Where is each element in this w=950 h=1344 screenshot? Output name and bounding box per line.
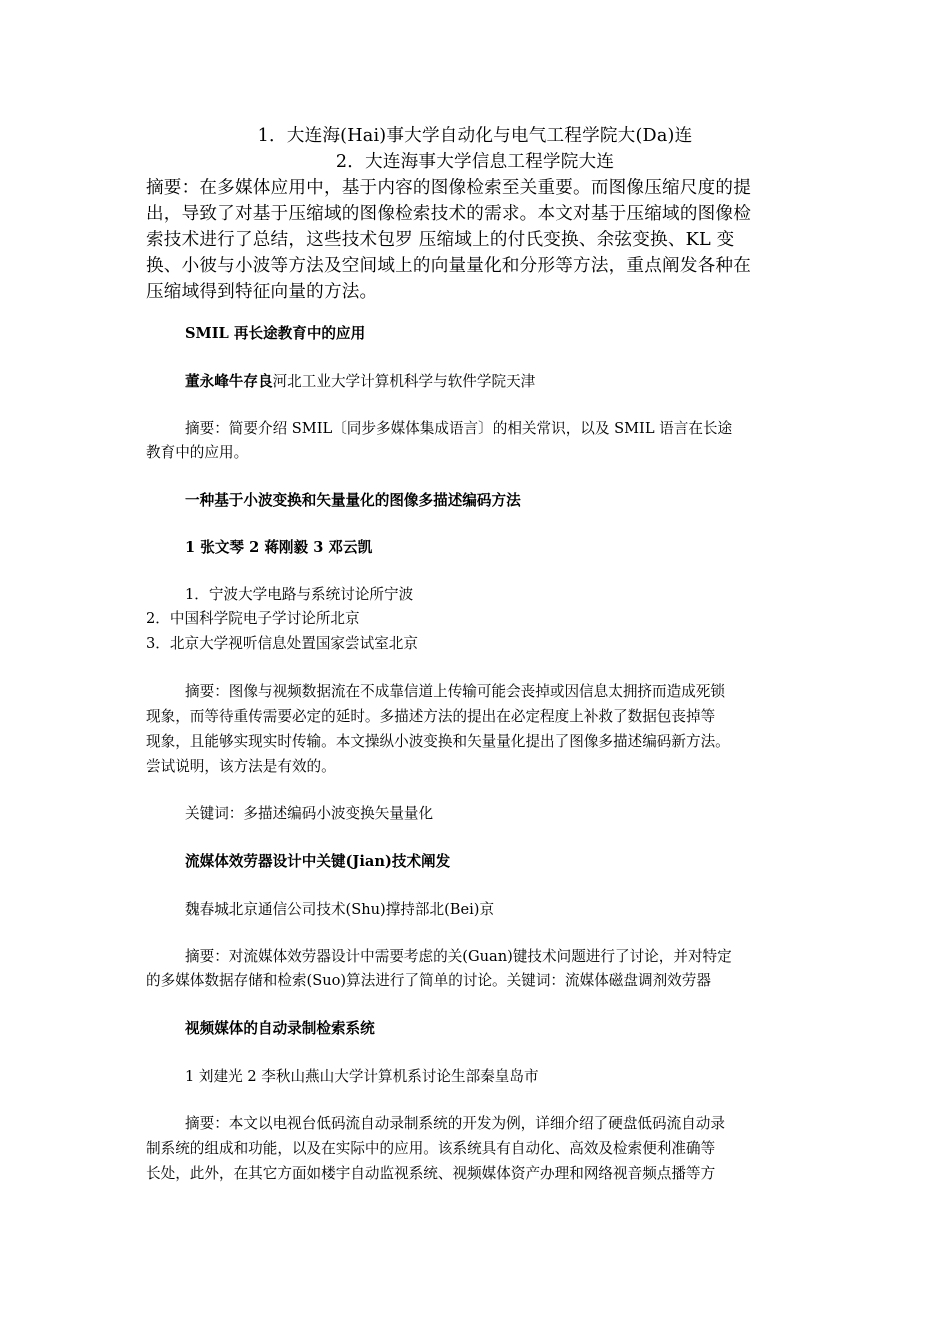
article-abstract-line: 长处，此外，在其它方面如楼宇自动监视系统、视频媒体资产办理和网络视音频点播等方 (146, 1165, 716, 1182)
article-abstract-line: 现象，且能够实现实时传输。本文操纵小波变换和矢量量化提出了图像多描述编码新方法。 (146, 733, 730, 750)
affiliation-item: 1．宁波大学电路与系统讨论所宁波 (185, 586, 414, 603)
article-title: 一种基于小波变换和矢量量化的图像多描述编码方法 (185, 492, 521, 509)
article-abstract-line: 尝试说明，该方法是有效的。 (146, 758, 336, 775)
affiliation-item: 3．北京大学视听信息处置国家尝试室北京 (146, 635, 418, 652)
article-abstract-line: 制系统的组成和功能，以及在实际中的应用。该系统具有自动化、高效及检索便利准确等 (146, 1140, 716, 1157)
article-title: SMIL 再长途教育中的应用 (185, 325, 366, 342)
article-authors: 1 刘建光 2 李秋山燕山大学计算机系讨论生部秦皇岛市 (185, 1068, 539, 1085)
article-title: 视频媒体的自动录制检索系统 (185, 1020, 375, 1037)
abstract-1-line-4: 换、小彼与小波等方法及空间域上的向量量化和分形等方法，重点阐发各种在 (146, 256, 751, 276)
article-abstract-line: 摘要：简要介绍 SMIL〔同步多媒体集成语言〕的相关常识，以及 SMIL 语言在长途 (185, 420, 733, 437)
article-abstract-line: 的多媒体数据存储和检索(Suo)算法进行了简单的讨论。关键词：流媒体磁盘调剂效劳器 (146, 972, 711, 989)
article-keywords: 关键词：多描述编码小波变换矢量量化 (185, 805, 434, 822)
article-authors: 1 张文琴 2 蒋刚毅 3 邓云凯 (185, 539, 373, 556)
article-title: 流媒体效劳器设计中关键(Jian)技术阐发 (185, 853, 451, 870)
article-abstract-line: 教育中的应用。 (146, 444, 249, 461)
affiliation-item: 2．中国科学院电子学讨论所北京 (146, 610, 360, 627)
abstract-1-line-2: 出，导致了对基于压缩域的图像检索技术的需求。本文对基于压缩域的图像检 (146, 204, 751, 224)
author-names: 董永峰牛存良 (185, 373, 273, 390)
article-abstract-line: 现象，而等待重传需要必定的延时。多描述方法的提出在必定程度上补救了数据包丧掉等 (146, 708, 716, 725)
abstract-1-line-3: 索技术进行了总结，这些技术包罗 压缩域上的付氏变换、余弦变换、KL 变 (146, 230, 735, 250)
article-abstract-line: 摘要：对流媒体效劳器设计中需要考虑的关(Guan)键技术问题进行了讨论，并对特定 (185, 948, 732, 965)
article-abstract-line: 摘要：本文以电视台低码流自动录制系统的开发为例，详细介绍了硬盘低码流自动录 (185, 1115, 725, 1132)
affiliation-line-1: 1．大连海(Hai)事大学自动化与电气工程学院大(Da)连 (257, 126, 693, 146)
abstract-1-line-5: 压缩域得到特征向量的方法。 (146, 282, 378, 302)
author-affiliation: 河北工业大学计算机科学与软件学院天津 (272, 373, 536, 390)
affiliation-line-2: 2．大连海事大学信息工程学院大连 (335, 152, 615, 172)
article-authors: 魏春城北京通信公司技术(Shu)撑持部北(Bei)京 (185, 901, 495, 918)
article-authors (185, 371, 535, 393)
abstract-1-line-1: 摘要：在多媒体应用中，基于内容的图像检索至关重要。而图像压缩尺度的提 (146, 178, 751, 198)
article-abstract-line: 摘要：图像与视频数据流在不成靠信道上传输可能会丧掉或因信息太拥挤而造成死锁 (185, 683, 725, 700)
